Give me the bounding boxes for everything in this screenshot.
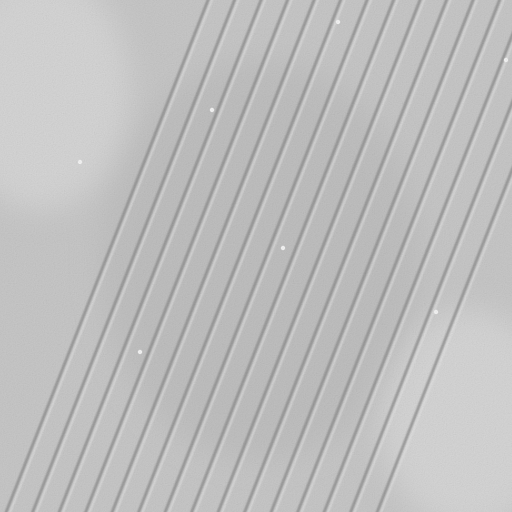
field-speck — [210, 108, 214, 112]
field-speck — [78, 160, 82, 164]
field-speck — [434, 310, 438, 314]
field-speck — [138, 350, 142, 354]
field-speck — [504, 58, 508, 62]
field-speck — [336, 20, 340, 24]
field-speck — [281, 246, 285, 250]
